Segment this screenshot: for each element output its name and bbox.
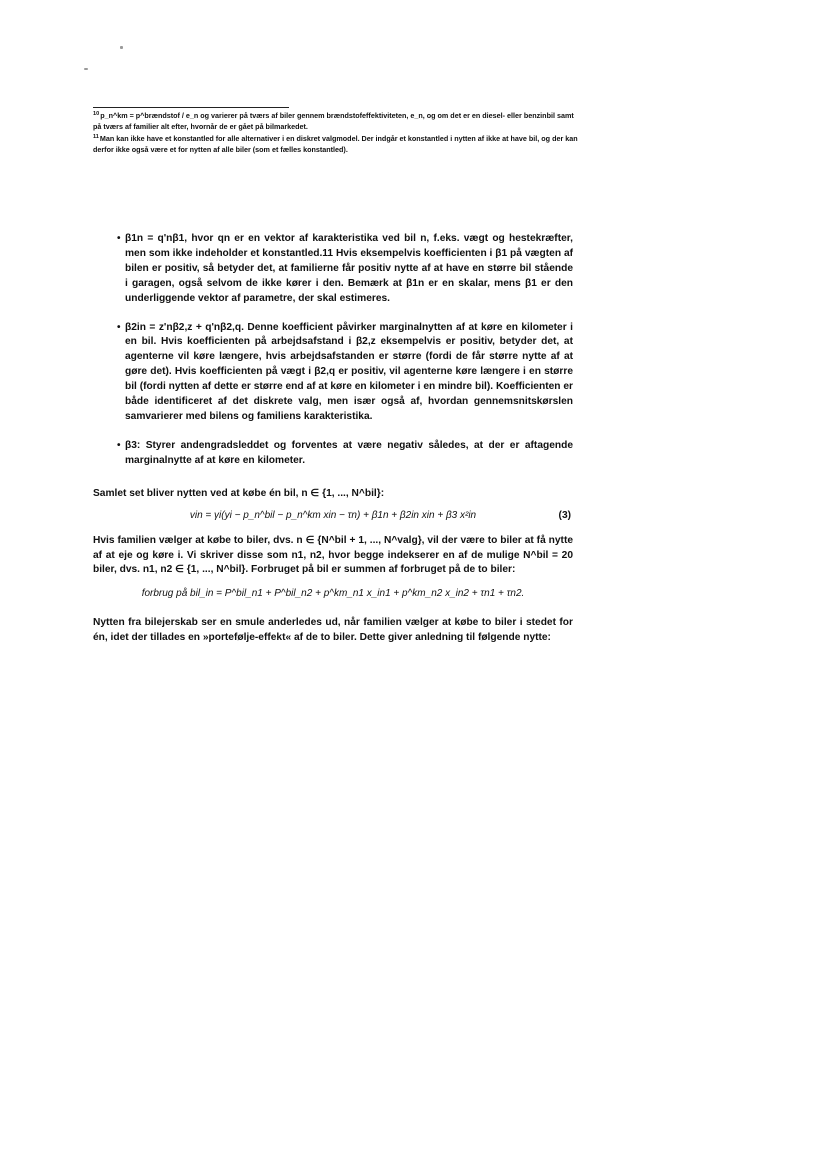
bullet-icon: • <box>117 321 121 333</box>
bullet-item <box>93 232 573 307</box>
footnote-number: 10 <box>93 111 100 117</box>
scan-speck <box>84 68 88 70</box>
equation-text: forbrug på bil_in = P^bil_n1 + P^bil_n2 + p^km_n1 x_in1 + p^km_n2 x_in2 + τn1 + τn2. <box>141 588 525 600</box>
scan-speck <box>120 46 123 49</box>
footnote-10 <box>93 109 578 132</box>
main-text <box>93 232 573 646</box>
bullet-text: β1n = q'nβ1, hvor qn er en vektor af karakteristika ved bil n, f.eks. vægt og hestekræfter, men som ikke indeholder et konstantled.11 Hvis eksempelvis koefficienten i β1 på vægten af bilen er positiv, så betyder det, at familierne får positiv nytte af at have en større bil stående i garagen, også selvom de ikke kører i den. Bemærk at β1n er en skalar, mens β1 er den underliggende vektor af parametre, der skal estimeres. <box>125 233 573 304</box>
bullet-icon: • <box>117 233 121 244</box>
footnote-number: 11 <box>93 134 99 141</box>
paragraph: Hvis familien vælger at købe to biler, dvs. n ∈ {N^bil + 1, ..., N^valg}, vil der være to biler at få nytte af at eje og køre i. Vi skriver disse som n1, n2, hvor begge indekserer en af de mulige N^bil = 20 biler, dvs. n1, n2 ∈ {1, ..., N^bil}. Forbruget på bil er summen af forbruget på de to biler: <box>93 534 573 576</box>
equation-text: vin = γi(yi − p_n^bil − p_n^km xin − τn) + β1n + β2in xin + β3 x²in <box>189 509 477 521</box>
equation-forbrug <box>93 584 573 606</box>
footnote-text: Man kan ikke have et konstantled for alle alternativer i en diskret valgmodel. Der indgår et konstantled i nytten af ikke at have bil, og der kan derfor ikke også være et for nytten af alle biler (som et fælles konstantled). <box>93 134 578 154</box>
bullet-item <box>93 321 573 425</box>
footnote-text: p_n^km = p^brændstof / e_n og varierer på tværs af biler gennem brændstofeffektiviteten, e_n, og om det er en diesel- eller benzinbil samt på tværs af familier alt efter, hvornår de er gået på bilmarkedet. <box>93 111 574 131</box>
equation-3 <box>93 506 573 528</box>
bullet-item <box>93 439 573 469</box>
bullet-text: β3: Styrer andengradsleddet og forventes at være negativ således, at der er aftagende marginalnytte af at køre en kilometer. <box>125 439 573 466</box>
footnotes <box>93 109 578 155</box>
paragraph: Samlet set bliver nytten ved at købe én bil, n ∈ {1, ..., N^bil}: <box>93 487 385 499</box>
equation-number: (3) <box>558 509 571 521</box>
footnote-rule <box>93 107 289 108</box>
bullet-icon: • <box>117 439 121 451</box>
paragraph: Nytten fra bilejerskab ser en smule anderledes ud, når familien vælger at købe to biler i stedet for én, idet der tillades en »portefølje-effekt« af de to biler. Dette giver anledning til følgende nytte: <box>93 617 573 644</box>
footnote-11 <box>93 132 578 155</box>
bullet-text: β2in = z'nβ2,z + q'nβ2,q. Denne koefficient påvirker marginalnytten af at køre en kilometer i en bil. Hvis koefficienten på arbejdsafstand i β2,z eksempelvis er positiv, betyder det, at agenterne vil køre længere, hvis arbejdsafstanden er større (fordi de får større nytte af at gøre det). Hvis koefficienten på vægt i β2,q er positiv, vil agenterne køre længere i en større bil (fordi nytten af dette er større end af at køre en kilometer i en mindre bil). Koefficienten er både identificeret af det diskrete valg, men især også af, hvordan gennemsnitskørslen samvarierer med bilens og familiens karakteristika. <box>125 321 573 422</box>
